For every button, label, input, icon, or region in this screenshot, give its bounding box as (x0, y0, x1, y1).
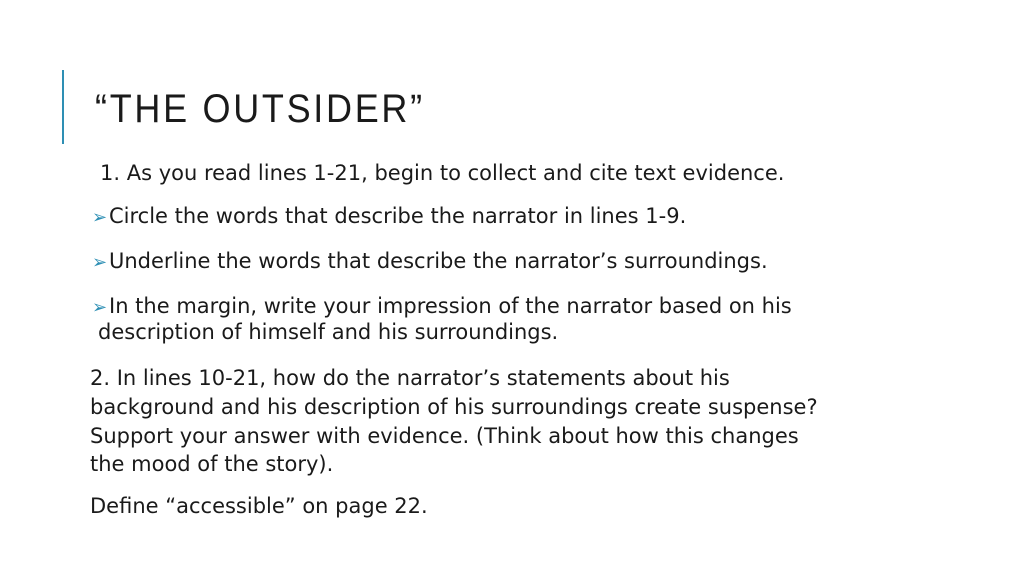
question-2-line-2: background and his description of his surroundings create suspense? (90, 395, 818, 419)
arrow-bullet-icon: ➢ (92, 297, 108, 318)
arrow-bullet-icon: ➢ (92, 252, 108, 273)
bullet-item-text: In the margin, write your impression of the narrator based on his (109, 294, 792, 318)
bullet-item-underline (92, 248, 768, 276)
bullet-item-text: Circle the words that describe the narrator in lines 1-9. (109, 204, 687, 228)
question-2-line-3: Support your answer with evidence. (Think about how this changes (90, 424, 799, 448)
question-2-line-4: the mood of the story). (90, 452, 334, 476)
slide-title: “THE OUTSIDER” (95, 87, 425, 131)
bullet-item-circle (92, 203, 686, 231)
bullet-item-text: Underline the words that describe the narrator’s surroundings. (109, 249, 768, 273)
bullet-item-margin-continuation: description of himself and his surroundings. (98, 320, 559, 344)
define-prompt: Define “accessible” on page 22. (90, 494, 428, 518)
bullet-item-margin (92, 293, 792, 321)
arrow-bullet-icon: ➢ (92, 207, 108, 228)
question-2-line-1: 2. In lines 10-21, how do the narrator’s statements about his (90, 366, 730, 390)
question-1-text: 1. As you read lines 1-21, begin to collect and cite text evidence. (100, 161, 785, 185)
